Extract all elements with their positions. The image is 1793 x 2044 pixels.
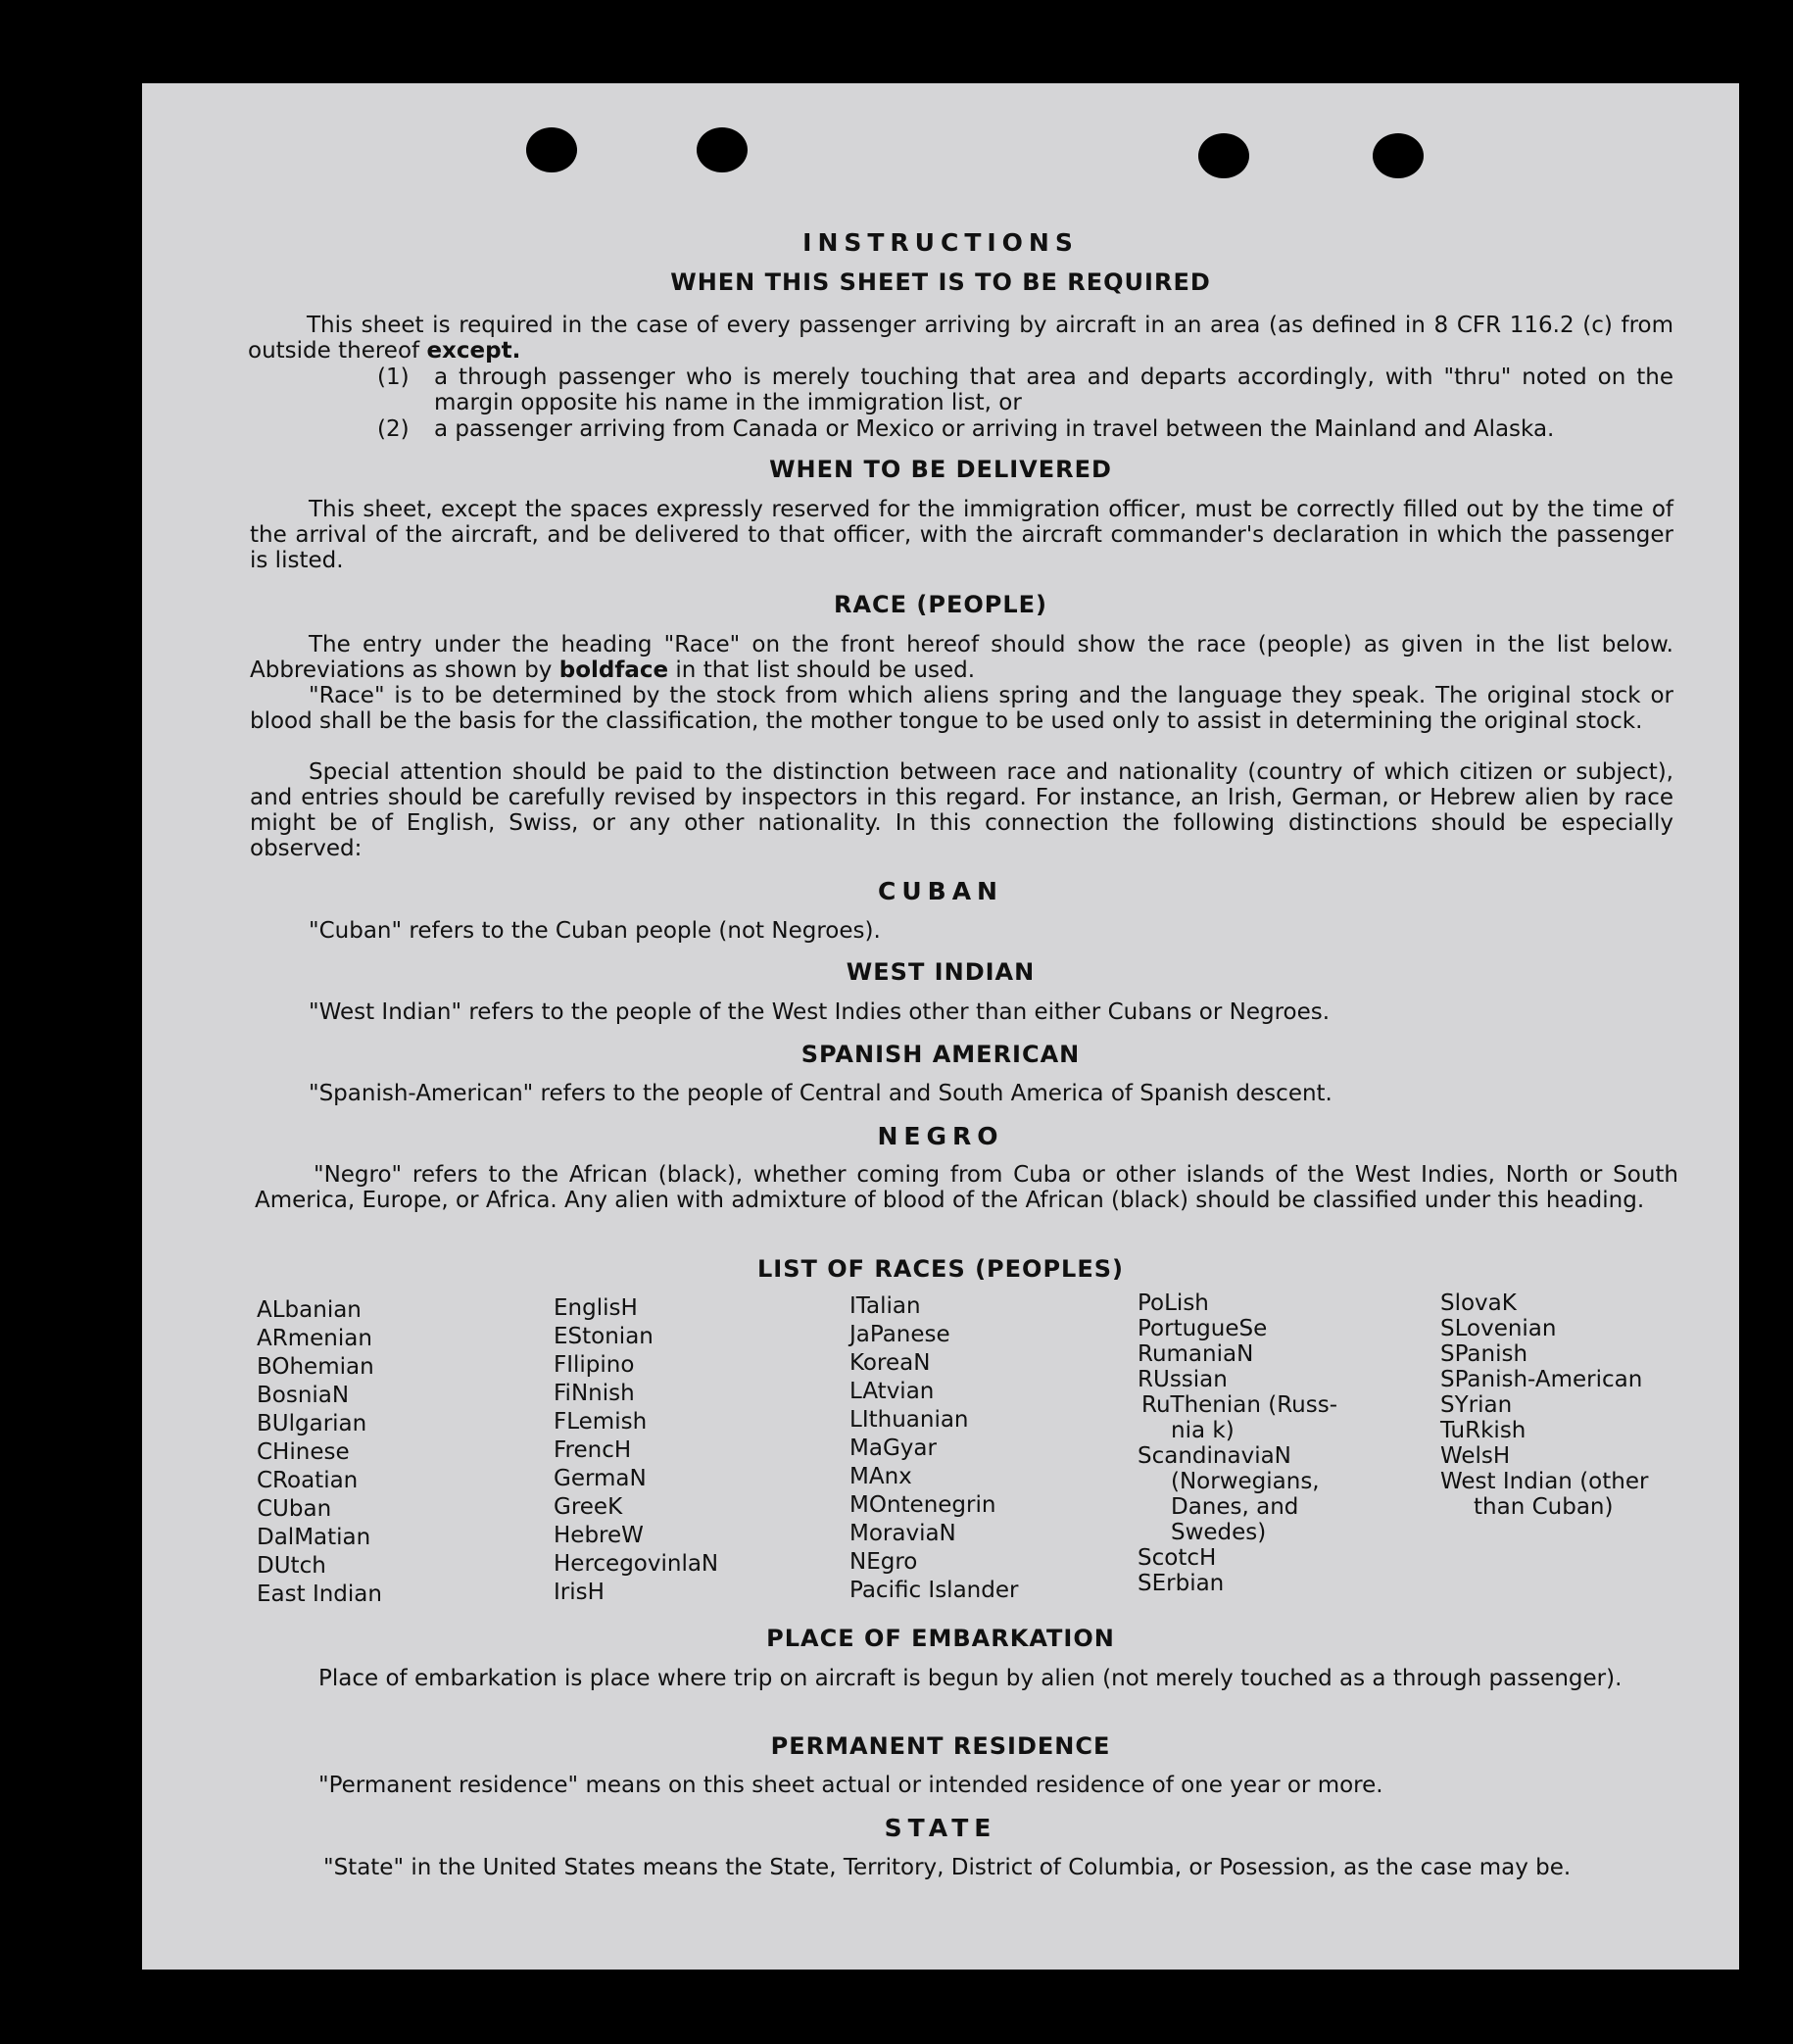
race-item: RumaniaN — [1138, 1341, 1254, 1367]
race-item: Swedes) — [1171, 1520, 1267, 1545]
race-item: ScandinaviaN — [1138, 1443, 1291, 1469]
races-column-4 — [1138, 1290, 1337, 1596]
race-item: Danes, and — [1171, 1494, 1299, 1520]
heading-when-required: WHEN THIS SHEET IS TO BE REQUIRED — [670, 268, 1211, 296]
heading-negro: NEGRO — [877, 1122, 1004, 1150]
race-item: HercegovinlaN — [554, 1551, 719, 1577]
race-item: ALbanian — [257, 1297, 362, 1323]
race-item: MaGyar — [849, 1436, 937, 1461]
race-item: FIlipino — [554, 1352, 635, 1378]
heading-state: STATE — [884, 1814, 997, 1842]
heading-race: RACE (PEOPLE) — [833, 591, 1048, 618]
race-item: IrisH — [554, 1580, 605, 1605]
race-item: SlovaK — [1440, 1290, 1517, 1316]
punch-hole — [1198, 133, 1249, 178]
race-item: HebreW — [554, 1523, 644, 1548]
when-required-intro: This sheet is required in the case of every passenger arriving by aircraft in an area (as defined in 8 CFR 116.2 (c) from outside thereof except. — [248, 313, 1673, 364]
race-item: PoLish — [1138, 1290, 1209, 1316]
race-item: MAnx — [849, 1464, 912, 1489]
west-indian-text: "West Indian" refers to the people of the West Indies other than either Cubans or Negroes. — [309, 999, 1331, 1025]
race-item: EnglisH — [554, 1295, 638, 1321]
races-column-3 — [849, 1292, 1018, 1605]
punch-hole — [1373, 133, 1424, 178]
race-item: than Cuban) — [1474, 1494, 1614, 1520]
race-item: BUlgarian — [257, 1411, 367, 1436]
race-item: LAtvian — [849, 1379, 935, 1404]
race-item: BOhemian — [257, 1354, 374, 1380]
race-paragraph-3: Special attention should be paid to the distinction between race and nationality (country of which citizen or subject), and entries should be carefully revised by inspectors in this regard. For instance, an Irish, German, or Hebrew alien by race might be of English, Swiss, or any other nationality. In this connection the following distinctions should be especially observed: — [250, 759, 1673, 861]
race-item: FLemish — [554, 1409, 648, 1435]
punch-hole — [526, 127, 577, 172]
race-item: TuRkish — [1440, 1418, 1526, 1443]
race-item: CRoatian — [257, 1468, 359, 1493]
race-item: RuThenian (Russ- — [1141, 1392, 1338, 1418]
race-item: ScotcH — [1138, 1545, 1217, 1571]
document-sheet: INSTRUCTIONS WHEN THIS SHEET IS TO BE REQUIRED This sheet is required in the case of every passenger arriving by aircraft in an area (as defined in 8 CFR 116.2 (c) from outside thereof except. (1) a through passenger who is merely touching that area and departs accordingly, with "thru" noted on the margin opposite his name in the immigration list, or (2) a passenger arriving from Canada or Mexico or arriving in travel between the Mainland and Alaska. WHEN TO BE DELIVERED This sheet, except the spaces expressly reserved for the immigration officer, must be correctly filled out by the time of the arrival of the aircraft, and be delivered to that officer, with the aircraft commander's declaration in which the passenger is listed. RACE (PEOPLE) The entry under the heading "Race" on the front hereof should show the race (people) as given in the list below. Abbreviations as shown by boldface in that list should be used. "Race" is to be determined by the stock from which aliens spring and the language they speak. The original stock or blood shall be the basis for the classification, the mother tongue to be used only to assist in determining the original stock. Special attention should be paid to the distinction between race and nationality (country of which citizen or subject), and entries should be carefully revised by inspectors in this regard. For instance, an Irish, German, or Hebrew alien by race might be of English, Swiss, or any other nationality. In this connection the following distinctions should be especially observed: CUBAN "Cuban" refers to the Cuban people (not Negroes). WEST INDIAN "West Indian" refers to the people of the West Indies other than either Cubans or Negroes. SPANISH AMERICAN "Spanish-American" refers to the people of Central and South America of Spanish descent. NEGRO "Negro" refers to the African (black), whether coming from Cuba or other islands of the West Indies, North or South America, Europe, or Africa. Any alien with admixture of blood of the African (black) should be classified under this heading. LIST OF RACES (PEOPLES) ALbanian ARmenian BOhemian BosniaN BUlgarian CHinese CRoatian CUban DalMatian DUtch East Indian EnglisH EStonian FIlipino FiNnish FLemish FrencH GermaN GreeK HebreW HercegovinlaN IrisH ITalian JaPanese KoreaN LAtvian LIthuanian MaGyar MAnx MOntenegrin MoraviaN NEgro Pacific Islander PoLish PortugueSe RumaniaN RUssian RuThenian (Russ- nia k) ScandinaviaN (Norwegians, Danes, and Swedes) ScotcH SErbian SlovaK SLovenian SPanish SPanish-American SYrian TuRkish WelsH West Indian (other than Cuban) PLACE OF EMBARKATION Place of embarkation is place where trip on aircraft is begun by alien (not merely touched as a through passenger). PERMANENT RESIDENCE "Permanent residence" means on this sheet actual or intended residence of one year or more. STATE "State" in the United States means the State, Territory, District of Columbia, or Posession, as the case may be. — [142, 83, 1739, 1970]
races-column-5 — [1440, 1290, 1648, 1520]
race-item: ARmenian — [257, 1326, 372, 1351]
punch-hole — [697, 127, 748, 172]
race-item: DalMatian — [257, 1525, 371, 1550]
race-item: CUban — [257, 1496, 332, 1522]
race-item: SPanish-American — [1440, 1367, 1643, 1392]
race-paragraph-1: The entry under the heading "Race" on the front hereof should show the race (people) as given in the list below. Abbreviations as shown by boldface in that list should be used. — [250, 632, 1673, 683]
race-item: DUtch — [257, 1553, 326, 1579]
race-item: Pacific Islander — [849, 1578, 1019, 1603]
race-item: ITalian — [849, 1293, 921, 1319]
place-of-embarkation-text: Place of embarkation is place where trip on aircraft is begun by alien (not merely touched as a through passenger). — [318, 1666, 1623, 1691]
heading-west-indian: WEST INDIAN — [846, 958, 1036, 986]
race-item: EStonian — [554, 1324, 654, 1349]
race-item: nia k) — [1171, 1418, 1235, 1443]
spanish-american-text: "Spanish-American" refers to the people of Central and South America of Spanish descent. — [309, 1081, 1333, 1106]
race-item: PortugueSe — [1138, 1316, 1268, 1341]
race-item: GreeK — [554, 1494, 623, 1520]
race-item: SLovenian — [1440, 1316, 1557, 1341]
heading-instructions: INSTRUCTIONS — [802, 228, 1079, 257]
heading-when-delivered: WHEN TO BE DELIVERED — [769, 456, 1112, 483]
race-item: MOntenegrin — [849, 1492, 996, 1518]
race-item: CHinese — [257, 1439, 350, 1465]
race-item: West Indian (other — [1440, 1469, 1649, 1494]
heading-spanish-american: SPANISH AMERICAN — [800, 1041, 1081, 1068]
race-item: GermaN — [554, 1466, 647, 1491]
heading-permanent-residence: PERMANENT RESIDENCE — [770, 1732, 1111, 1760]
when-delivered-text: This sheet, except the spaces expressly reserved for the immigration officer, must be correctly filled out by the time of the arrival of the aircraft, and be delivered to that officer, with the aircraft commander's declaration in which the passenger is listed. — [250, 497, 1673, 573]
race-item: NEgro — [849, 1549, 918, 1575]
race-item: JaPanese — [849, 1322, 950, 1347]
race-item: LIthuanian — [849, 1407, 969, 1433]
negro-text: "Negro" refers to the African (black), whether coming from Cuba or other islands of the West Indies, North or South America, Europe, or Africa. Any alien with admixture of blood of the African (black) should be classified under this heading. — [255, 1162, 1678, 1213]
race-item: SErbian — [1138, 1571, 1225, 1596]
race-paragraph-2: "Race" is to be determined by the stock from which aliens spring and the language they speak. The original stock or blood shall be the basis for the classification, the mother tongue to be used only to assist in determining the original stock. — [250, 683, 1673, 734]
heading-place-of-embarkation: PLACE OF EMBARKATION — [766, 1625, 1115, 1652]
races-column-2 — [554, 1294, 718, 1607]
heading-list-of-races: LIST OF RACES (PEOPLES) — [757, 1255, 1124, 1283]
state-text: "State" in the United States means the State, Territory, District of Columbia, or Posession, as the case may be. — [323, 1855, 1572, 1880]
races-column-1 — [257, 1296, 382, 1609]
heading-cuban: CUBAN — [878, 877, 1003, 905]
race-item: SPanish — [1440, 1341, 1528, 1367]
race-item: KoreaN — [849, 1350, 931, 1376]
race-item: East Indian — [257, 1582, 382, 1607]
race-item: RUssian — [1138, 1367, 1228, 1392]
race-item: (Norwegians, — [1171, 1469, 1320, 1494]
race-item: SYrian — [1440, 1392, 1513, 1418]
race-item: BosniaN — [257, 1383, 350, 1408]
race-item: MoraviaN — [849, 1521, 956, 1546]
permanent-residence-text: "Permanent residence" means on this sheet actual or intended residence of one year or more. — [318, 1773, 1383, 1798]
race-item: FiNnish — [554, 1381, 635, 1406]
cuban-text: "Cuban" refers to the Cuban people (not Negroes). — [309, 918, 881, 944]
race-item: FrencH — [554, 1437, 632, 1463]
race-item: WelsH — [1440, 1443, 1511, 1469]
